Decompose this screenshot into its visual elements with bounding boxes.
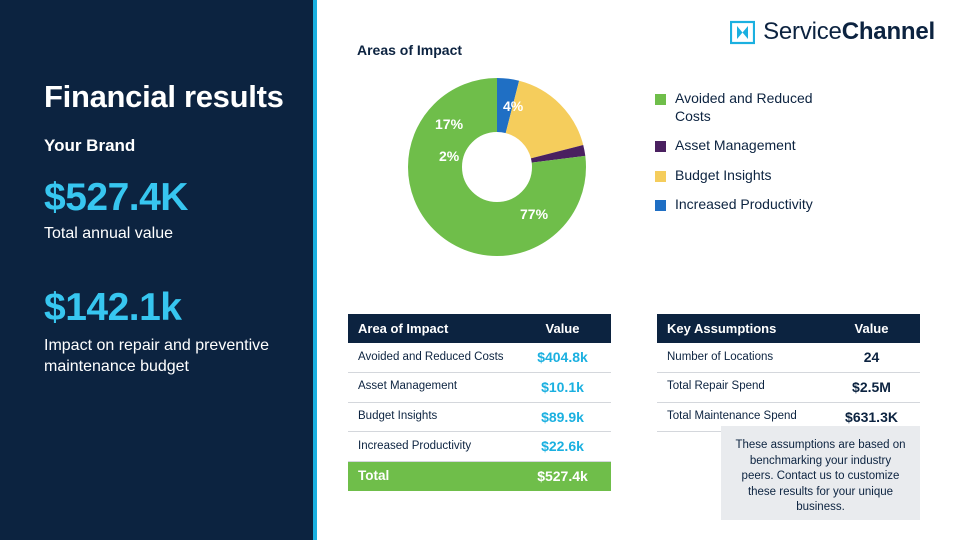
chart-title: Areas of Impact — [357, 42, 463, 58]
table-total-row — [348, 462, 611, 491]
total-label: Total — [348, 462, 514, 491]
slice-label-avoided-and-reduced-costs: 77% — [520, 206, 549, 222]
row-label: Avoided and Reduced Costs — [348, 343, 514, 372]
table-row — [348, 432, 611, 462]
accent-divider — [313, 0, 317, 540]
row-value: 24 — [823, 343, 920, 372]
table-row — [348, 343, 611, 372]
legend-swatch-icon — [655, 94, 666, 105]
servicechannel-logo-icon — [730, 20, 755, 45]
table-row — [348, 402, 611, 432]
row-value: $404.8k — [514, 343, 611, 372]
legend-label: Asset Management — [675, 137, 796, 153]
assumptions-callout: These assumptions are based on benchmarking your industry peers. Contact us to customize these results for your unique business. — [721, 426, 920, 520]
row-value: $89.9k — [514, 402, 611, 432]
legend-item-increased-productivity — [655, 196, 945, 214]
slice-label-increased-productivity: 4% — [503, 98, 524, 114]
column-header-value: Value — [514, 314, 611, 343]
table-row — [657, 343, 920, 372]
table-header-row — [348, 314, 611, 343]
total-annual-value-label: Total annual value — [44, 224, 173, 242]
column-header-area-of-impact: Area of Impact — [348, 314, 514, 343]
column-header-key-assumptions: Key Assumptions — [657, 314, 823, 343]
logo-text-service: Service — [763, 18, 842, 45]
column-header-value: Value — [823, 314, 920, 343]
chart-legend — [655, 90, 945, 226]
brand-name: Your Brand — [44, 135, 136, 155]
legend-label: Increased Productivity — [675, 196, 813, 212]
legend-item-avoided-and-reduced-costs — [655, 90, 945, 125]
left-panel — [0, 0, 313, 540]
donut-chart — [408, 78, 586, 256]
table-row — [348, 372, 611, 402]
row-value: $631.3K — [823, 402, 920, 432]
row-label: Total Repair Spend — [657, 372, 823, 402]
row-label: Number of Locations — [657, 343, 823, 372]
row-value: $22.6k — [514, 432, 611, 462]
legend-item-asset-management — [655, 137, 945, 155]
row-label: Total Maintenance Spend — [657, 402, 823, 432]
left-panel-content — [44, 78, 294, 378]
logo-text — [763, 18, 935, 46]
total-value: $527.4k — [514, 462, 611, 491]
legend-swatch-icon — [655, 200, 666, 211]
legend-label: Avoided and Reduced Costs — [675, 90, 813, 124]
table-row — [657, 372, 920, 402]
row-label: Asset Management — [348, 372, 514, 402]
maintenance-impact-label: Impact on repair and preventive maintenance budget — [44, 336, 270, 376]
row-label: Increased Productivity — [348, 432, 514, 462]
legend-swatch-icon — [655, 171, 666, 182]
legend-label: Budget Insights — [675, 166, 772, 183]
row-value: $2.5M — [823, 372, 920, 402]
legend-item-budget-insights — [655, 167, 945, 185]
slice-label-budget-insights: 17% — [435, 116, 464, 132]
slice-label-asset-management: 2% — [439, 148, 460, 164]
row-label: Budget Insights — [348, 402, 514, 432]
key-assumptions-table — [657, 314, 920, 432]
legend-swatch-icon — [655, 141, 666, 152]
area-of-impact-table — [348, 314, 611, 491]
maintenance-impact-value: $142.1k — [44, 285, 182, 329]
page-title: Financial results — [44, 79, 284, 114]
table-header-row — [657, 314, 920, 343]
row-value: $10.1k — [514, 372, 611, 402]
total-annual-value: $527.4K — [44, 175, 188, 219]
logo — [730, 18, 935, 46]
logo-text-channel: Channel — [841, 18, 935, 45]
